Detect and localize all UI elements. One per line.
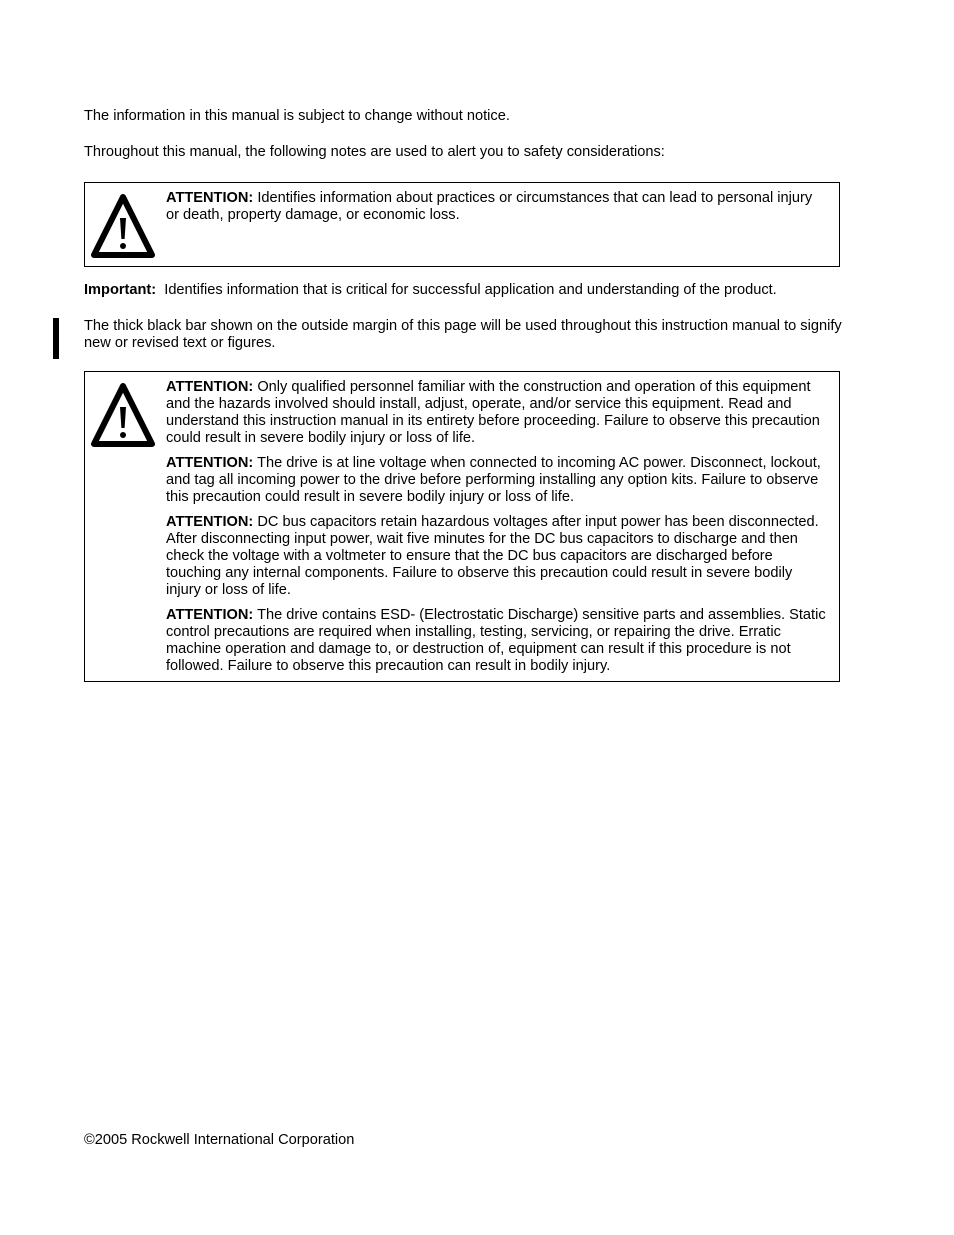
attention-text: The drive contains ESD- (Electrostatic Discharge) sensitive parts and assemblies. Static control precautions are required when installing, testing, servicing, or repairing the drive. Erratic machine operation and damage to, or destruction of, equipment can result if this procedure is not followed. Failure to observe this precaution can result in bodily injury.	[166, 607, 826, 674]
attention-content	[166, 190, 826, 224]
warning-triangle-icon	[90, 380, 156, 448]
safety-notes-intro: Throughout this manual, the following notes are used to alert you to safety considerations:	[84, 144, 665, 160]
attention-label: ATTENTION:	[166, 455, 254, 471]
attention-text: DC bus capacitors retain hazardous voltages after input power has been disconnected. After disconnecting input power, wait five minutes for the DC bus capacitors to discharge and then check the voltage with a voltmeter to ensure that the DC bus capacitors are discharged before touching any internal components. Failure to observe this precaution could result in severe bodily injury or loss of life.	[166, 514, 819, 598]
attention-label: ATTENTION:	[166, 607, 254, 623]
attention-label: ATTENTION:	[166, 379, 254, 395]
attention-box-definition	[84, 182, 840, 267]
important-label: Important:	[84, 282, 157, 298]
attention-text: Identifies information about practices or circumstances that can lead to personal injury or death, property damage, or economic loss.	[166, 190, 813, 223]
attention-label: ATTENTION:	[166, 190, 254, 206]
attention-paragraph	[166, 190, 826, 224]
attention-qualified-personnel	[166, 379, 826, 447]
attention-box-warnings	[84, 371, 840, 682]
attention-text: The drive is at line voltage when connected to incoming AC power. Disconnect, lockout, and tag all incoming power to the drive before performing installing any option kits. Failure to observe this precaution could result in severe bodily injury or loss of life.	[166, 455, 821, 505]
revision-note: The thick black bar shown on the outside margin of this page will be used throughout this instruction manual to signify new or revised text or figures.	[84, 318, 842, 351]
important-note	[84, 282, 844, 299]
attention-line-voltage	[166, 455, 826, 506]
attention-dc-bus	[166, 514, 826, 599]
attention-label: ATTENTION:	[166, 514, 254, 530]
change-notice: The information in this manual is subject to change without notice.	[84, 108, 510, 124]
revision-bar	[53, 318, 59, 359]
attention-text: Only qualified personnel familiar with the construction and operation of this equipment and the hazards involved should install, adjust, operate, and/or service this equipment. Read and understand this instruction manual in its entirety before proceeding. Failure to observe this precaution could result in severe bodily injury or loss of life.	[166, 379, 820, 446]
important-text: Identifies information that is critical for successful application and understanding of the product.	[156, 282, 777, 298]
attention-esd	[166, 607, 826, 675]
warning-triangle-icon	[90, 191, 156, 259]
copyright: ©2005 Rockwell International Corporation	[84, 1132, 355, 1148]
attention-content	[166, 379, 826, 675]
